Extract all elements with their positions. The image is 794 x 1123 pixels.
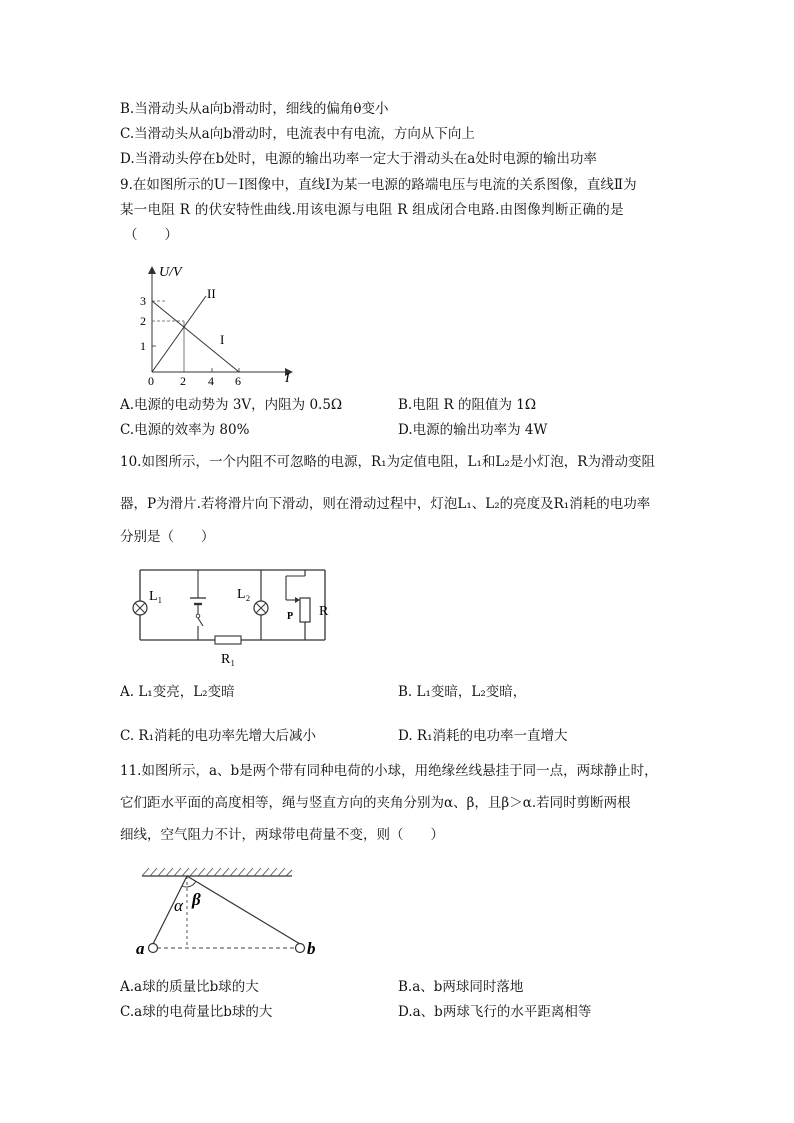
circuit-diagram xyxy=(128,560,338,672)
slider-arrow xyxy=(295,597,300,603)
q11-option-c: C.a球的电荷量比b球的大 xyxy=(120,1004,273,1020)
q10-stem-line1: 10.如图所示，一个内阻不可忽略的电源，R₁为定值电阻，L₁和L₂是小灯泡，R为滑动变阻 xyxy=(120,454,655,470)
q8-option-b: B.当滑动头从a向b滑动时，细线的偏角θ变小 xyxy=(120,101,389,117)
q10-option-d: D. R₁消耗的电功率一直增大 xyxy=(398,728,568,744)
line-i-label: I xyxy=(220,332,225,347)
l2-label: L₂ xyxy=(237,587,251,602)
q9-option-a: A.电源的电动势为 3V，内阻为 0.5Ω xyxy=(120,397,343,413)
q9-stem-line1: 9.在如图所示的U－I图像中，直线Ⅰ为某一电源的路端电压与电流的关系图像，直线Ⅱ为 xyxy=(120,177,637,193)
x-tick-4: 4 xyxy=(208,374,214,388)
pendulum-diagram xyxy=(130,862,330,962)
rheostat-r xyxy=(300,598,310,622)
x-tick-6: 6 xyxy=(235,374,241,388)
ball-a-label: a xyxy=(136,939,145,958)
ball-a xyxy=(149,944,158,953)
q11-stem-line1: 11.如图所示，a、b是两个带有同种电荷的小球，用绝缘丝线悬挂于同一点，两球静止时， xyxy=(120,763,658,779)
line-i xyxy=(152,301,239,372)
x-tick-2: 2 xyxy=(180,374,186,388)
graph-xlabel: I xyxy=(285,371,290,386)
q10-option-a: A. L₁变亮，L₂变暗 xyxy=(120,684,235,700)
r-label: R xyxy=(319,604,329,619)
q10-stem-line2: 器，P为滑片.若将滑片向下滑动，则在滑动过程中，灯泡L₁、L₂的亮度及R₁消耗的电功率 xyxy=(120,496,651,512)
y-tick-2: 2 xyxy=(140,314,146,328)
q9-option-c: C.电源的效率为 80% xyxy=(120,422,250,438)
q10-stem-line3: 分别是（ ） xyxy=(120,529,215,545)
r1-resistor xyxy=(215,636,241,644)
r1-label: R₁ xyxy=(221,652,236,667)
y-tick-3: 3 xyxy=(140,294,146,308)
alpha-label: α xyxy=(174,896,183,915)
line-ii-label: II xyxy=(207,286,216,301)
q11-option-b: B.a、b两球同时落地 xyxy=(398,979,524,995)
thread-b xyxy=(187,876,300,944)
beta-label: β xyxy=(192,890,201,909)
q8-option-d: D.当滑动头停在b处时，电源的输出功率一定大于滑动头在a处时电源的输出功率 xyxy=(120,151,597,167)
q10-option-b: B. L₁变暗，L₂变暗， xyxy=(398,684,527,700)
q11-option-a: A.a球的质量比b球的大 xyxy=(120,979,259,995)
ball-b-label: b xyxy=(307,939,316,958)
p-label: P xyxy=(287,611,294,622)
q9-option-b: B.电阻 R 的阻值为 1Ω xyxy=(398,397,537,413)
l1-label: L₁ xyxy=(149,589,163,604)
u-i-graph xyxy=(135,258,300,388)
q11-stem-line3: 细线，空气阻力不计，两球带电荷量不变，则（ ） xyxy=(120,827,444,843)
q11-stem-line2: 它们距水平面的高度相等，绳与竖直方向的夹角分别为α、β，且β＞α.若同时剪断两根 xyxy=(120,795,631,811)
origin-label: 0 xyxy=(148,374,154,388)
q10-option-c: C. R₁消耗的电功率先增大后减小 xyxy=(120,728,317,744)
q8-option-c: C.当滑动头从a向b滑动时，电流表中有电流，方向从下向上 xyxy=(120,126,475,142)
q9-stem-line2: 某一电阻 R 的伏安特性曲线.用该电源与电阻 R 组成闭合电路.由图像判断正确的是 xyxy=(120,202,624,218)
q9-option-d: D.电源的输出功率为 4W xyxy=(398,422,548,438)
q11-option-d: D.a、b两球飞行的水平距离相等 xyxy=(398,1004,592,1020)
q9-stem-line3: （ ） xyxy=(124,227,178,243)
ball-b xyxy=(296,944,305,953)
y-tick-1: 1 xyxy=(140,339,146,353)
graph-ylabel: U/V xyxy=(159,265,182,280)
switch-blade xyxy=(198,618,203,626)
